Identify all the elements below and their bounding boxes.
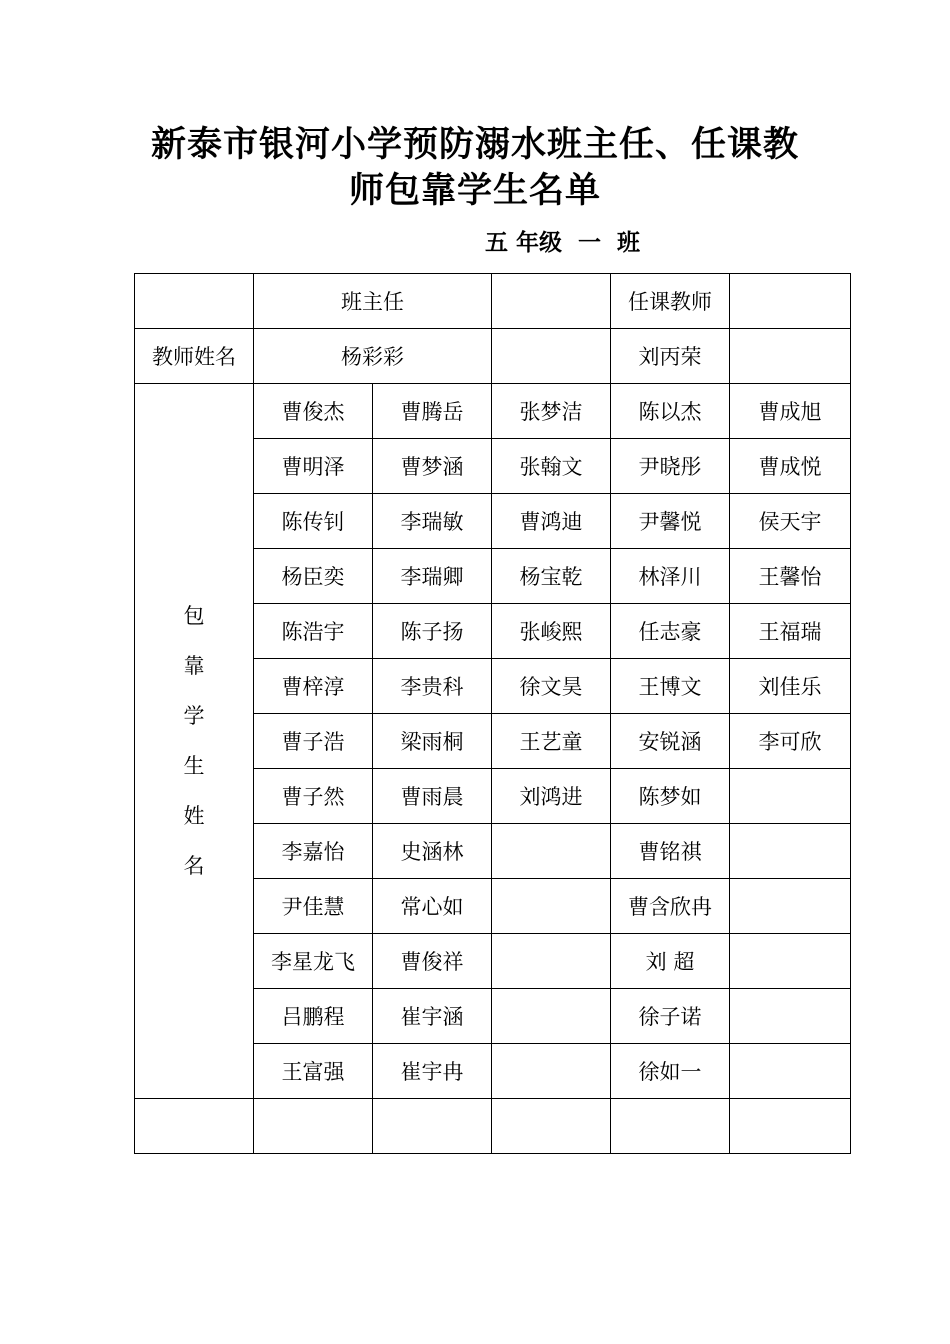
student-name: 吕鹏程 <box>254 989 373 1044</box>
document-title <box>0 122 950 214</box>
student-name: 常心如 <box>373 879 492 934</box>
student-name: 任志豪 <box>611 604 730 659</box>
student-name: 曹俊祥 <box>373 934 492 989</box>
student-name: 曹子然 <box>254 769 373 824</box>
student-name: 曹铭祺 <box>611 824 730 879</box>
student-name: 陈以杰 <box>611 384 730 439</box>
student-name: 王馨怡 <box>730 549 851 604</box>
empty-student-cell <box>730 769 851 824</box>
empty-student-cell <box>492 989 611 1044</box>
student-name: 尹馨悦 <box>611 494 730 549</box>
student-name: 曹腾岳 <box>373 384 492 439</box>
student-name: 张峻熙 <box>492 604 611 659</box>
empty-footer-cell <box>730 1099 851 1154</box>
student-name: 杨宝乾 <box>492 549 611 604</box>
student-name: 曹含欣冉 <box>611 879 730 934</box>
empty-student-cell <box>492 879 611 934</box>
student-name: 梁雨桐 <box>373 714 492 769</box>
empty-student-cell <box>730 824 851 879</box>
head-teacher-header: 班主任 <box>254 274 492 329</box>
head-teacher-name: 杨彩彩 <box>254 329 492 384</box>
empty-footer-cell <box>492 1099 611 1154</box>
subject-teacher-header: 任课教师 <box>611 274 730 329</box>
empty-student-cell <box>492 1044 611 1099</box>
student-name: 曹鸿迪 <box>492 494 611 549</box>
student-name: 杨臣奕 <box>254 549 373 604</box>
student-name: 崔宇涵 <box>373 989 492 1044</box>
students-label-cell <box>135 384 254 1099</box>
student-name: 徐子诺 <box>611 989 730 1044</box>
student-name: 曹成旭 <box>730 384 851 439</box>
student-name: 刘鸿进 <box>492 769 611 824</box>
empty-student-cell <box>492 824 611 879</box>
empty-student-cell <box>730 1044 851 1099</box>
student-name: 陈梦如 <box>611 769 730 824</box>
student-name: 侯天宇 <box>730 494 851 549</box>
student-name: 曹梦涵 <box>373 439 492 494</box>
student-name: 王福瑞 <box>730 604 851 659</box>
student-name: 林泽川 <box>611 549 730 604</box>
student-name: 李瑞卿 <box>373 549 492 604</box>
student-name: 曹梓淳 <box>254 659 373 714</box>
student-name: 尹晓彤 <box>611 439 730 494</box>
student-name: 刘 超 <box>611 934 730 989</box>
student-name: 曹子浩 <box>254 714 373 769</box>
student-name: 李嘉怡 <box>254 824 373 879</box>
students-label: 包靠学生姓名 <box>183 604 205 878</box>
title-line-2: 师包靠学生名单 <box>348 170 601 211</box>
student-name: 李贵科 <box>373 659 492 714</box>
empty-student-cell <box>492 934 611 989</box>
student-name: 曹成悦 <box>730 439 851 494</box>
student-row <box>135 384 851 439</box>
student-name: 史涵林 <box>373 824 492 879</box>
student-name: 刘佳乐 <box>730 659 851 714</box>
student-name: 陈传钊 <box>254 494 373 549</box>
roster-table <box>134 273 851 1154</box>
student-name: 张翰文 <box>492 439 611 494</box>
title-line-1: 新泰市银河小学预防溺水班主任、任课教 <box>150 124 799 165</box>
student-name: 陈子扬 <box>373 604 492 659</box>
empty-footer-cell <box>135 1099 254 1154</box>
student-name: 陈浩宇 <box>254 604 373 659</box>
empty-header-cell <box>492 274 611 329</box>
student-name: 李可欣 <box>730 714 851 769</box>
empty-student-cell <box>730 879 851 934</box>
student-name: 王艺童 <box>492 714 611 769</box>
student-name: 王富强 <box>254 1044 373 1099</box>
student-name: 安锐涵 <box>611 714 730 769</box>
student-name: 曹俊杰 <box>254 384 373 439</box>
empty-student-cell <box>730 934 851 989</box>
empty-header-cell <box>730 274 851 329</box>
subject-teacher-name: 刘丙荣 <box>611 329 730 384</box>
empty-footer-cell <box>373 1099 492 1154</box>
student-name: 徐文昊 <box>492 659 611 714</box>
student-name: 张梦洁 <box>492 384 611 439</box>
teacher-name-label: 教师姓名 <box>135 329 254 384</box>
student-name: 崔宇冉 <box>373 1044 492 1099</box>
student-name: 李星龙飞 <box>254 934 373 989</box>
empty-teacher-cell <box>730 329 851 384</box>
empty-footer-cell <box>611 1099 730 1154</box>
empty-teacher-cell <box>492 329 611 384</box>
student-name: 尹佳慧 <box>254 879 373 934</box>
student-name: 王博文 <box>611 659 730 714</box>
student-name: 李瑞敏 <box>373 494 492 549</box>
header-row <box>135 274 851 329</box>
footer-row <box>135 1099 851 1154</box>
empty-footer-cell <box>254 1099 373 1154</box>
class-label: 五 年级 一 班 <box>485 229 641 256</box>
teacher-row <box>135 329 851 384</box>
empty-student-cell <box>730 989 851 1044</box>
student-name: 曹雨晨 <box>373 769 492 824</box>
student-name: 徐如一 <box>611 1044 730 1099</box>
corner-cell <box>135 274 254 329</box>
student-name: 曹明泽 <box>254 439 373 494</box>
